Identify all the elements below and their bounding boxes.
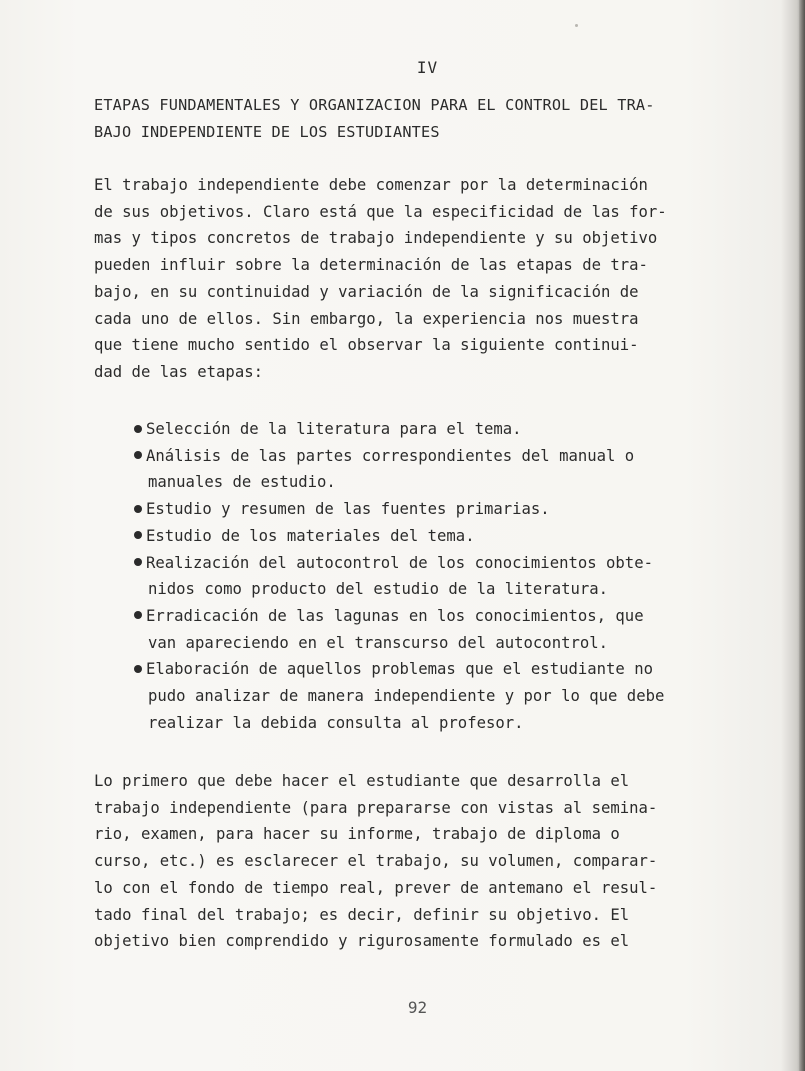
list-item-text: Selección de la literatura para el tema.: [146, 420, 522, 438]
list-item-text: Erradicación de las lagunas en los conocimientos, que: [146, 606, 644, 625]
list-item-text: Estudio y resumen de las fuentes primarias.: [146, 500, 550, 519]
list-item: [134, 523, 774, 550]
paragraph-line: rio, examen, para hacer su informe, trabajo de diploma o: [94, 825, 620, 844]
list-item-text: van apareciendo en el transcurso del autocontrol.: [148, 633, 609, 652]
list-item: [134, 550, 774, 603]
chapter-title-line: ETAPAS FUNDAMENTALES Y ORGANIZACION PARA EL CONTROL DEL TRA-: [94, 96, 655, 114]
bullet-icon: [134, 531, 142, 539]
paragraph-line: cada uno de ellos. Sin embargo, la experiencia nos muestra: [94, 309, 639, 328]
stages-list: [134, 416, 774, 736]
list-item-text: realizar la debida consulta al profesor.: [148, 713, 524, 732]
list-item: [134, 603, 774, 656]
bullet-icon: [134, 451, 142, 459]
paragraph-line: que tiene mucho sentido el observar la siguiente continui-: [94, 336, 639, 355]
paragraph-intro: [94, 172, 774, 386]
list-item-text: nidos como producto del estudio de la literatura.: [148, 580, 609, 599]
bullet-icon: [134, 665, 142, 673]
paragraph-line: bajo, en su continuidad y variación de la significación de: [94, 282, 639, 301]
bullet-icon: [134, 505, 142, 513]
chapter-title: [94, 92, 774, 146]
list-item-text: Estudio de los materiales del tema.: [146, 526, 475, 545]
paragraph-line: lo con el fondo de tiempo real, prever de antemano el resul-: [94, 878, 658, 897]
bullet-icon: [134, 425, 142, 433]
paragraph-line: mas y tipos concretos de trabajo independiente y su objetivo: [94, 229, 658, 248]
paragraph-line: pueden influir sobre la determinación de las etapas de tra-: [94, 256, 648, 275]
list-item-text: Análisis de las partes correspondientes del manual o: [146, 446, 635, 465]
paragraph-line: tado final del trabajo; es decir, definir su objetivo. El: [94, 905, 630, 924]
paragraph-line: de sus objetivos. Claro está que la especificidad de las for-: [94, 202, 667, 221]
list-item-text: Elaboración de aquellos problemas que el estudiante no: [146, 660, 653, 679]
paragraph-line: trabajo independiente (para prepararse con vistas al semina-: [94, 798, 658, 817]
list-item-text: pudo analizar de manera independiente y por lo que debe: [148, 687, 665, 706]
page-number: 92: [407, 998, 428, 1017]
list-item-text: Realización del autocontrol de los conocimientos obte-: [146, 553, 653, 572]
paragraph-line: curso, etc.) es esclarecer el trabajo, su volumen, comparar-: [94, 852, 658, 871]
chapter-title-line: BAJO INDEPENDIENTE DE LOS ESTUDIANTES: [94, 123, 440, 141]
bullet-icon: [134, 611, 142, 619]
paragraph-line: objetivo bien comprendido y rigurosamente formulado es el: [94, 932, 630, 951]
paragraph-line: El trabajo independiente debe comenzar por la determinación: [94, 176, 648, 194]
paragraph-line: Lo primero que debe hacer el estudiante que desarrolla el: [94, 772, 630, 790]
chapter-number: IV: [416, 58, 439, 77]
paragraph-objective: [94, 768, 774, 955]
list-item: [134, 496, 774, 523]
list-item: [134, 416, 774, 443]
paper-speck: [575, 24, 578, 27]
list-item: [134, 656, 774, 736]
bullet-icon: [134, 558, 142, 566]
list-item-text: manuales de estudio.: [148, 473, 336, 492]
list-item: [134, 443, 774, 496]
paragraph-line: dad de las etapas:: [94, 362, 263, 381]
